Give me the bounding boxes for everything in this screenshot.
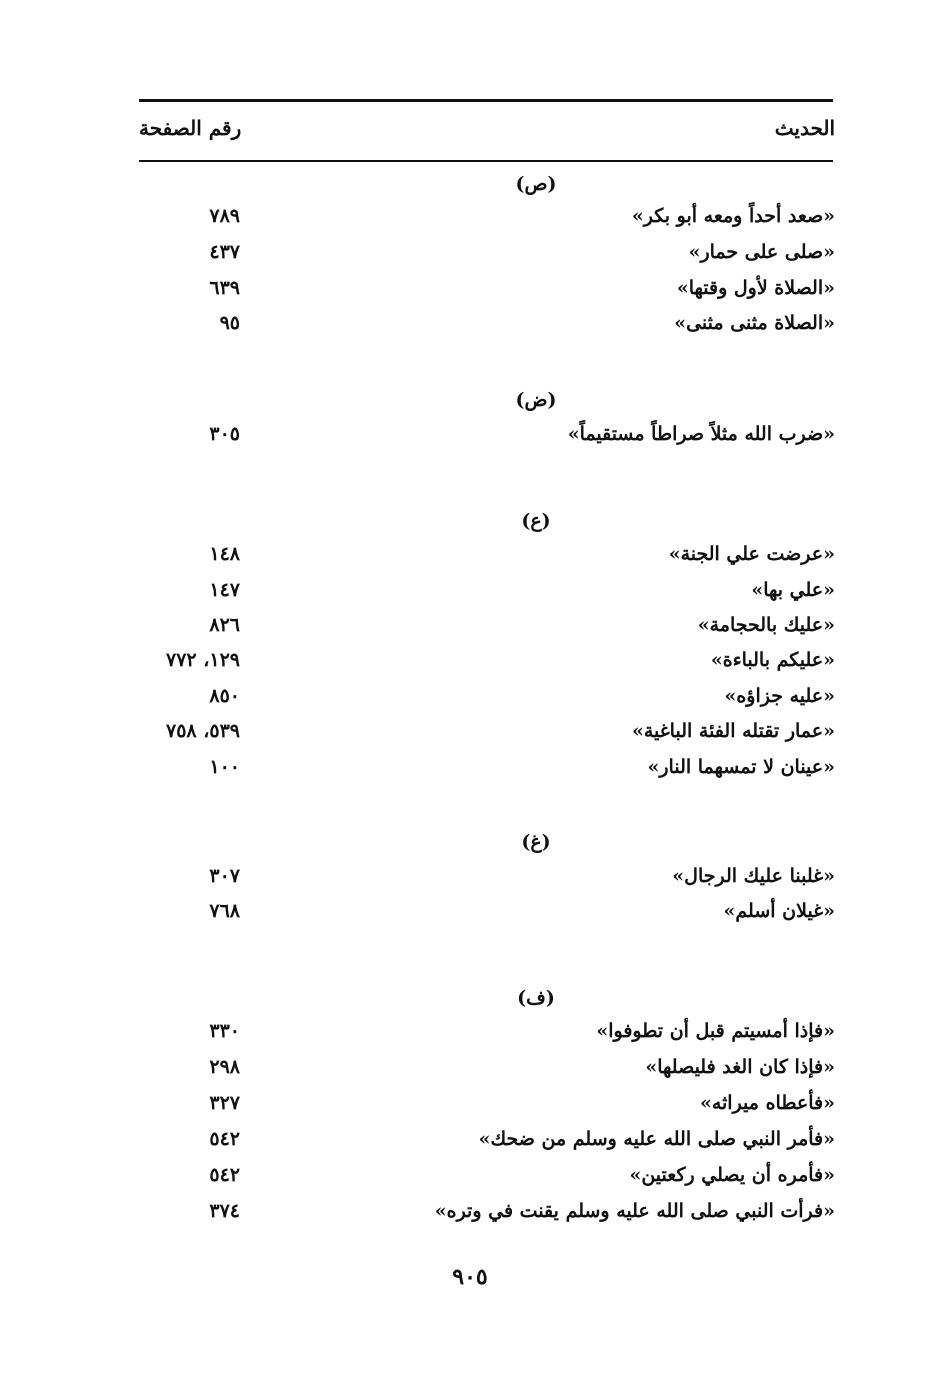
hadith-entry-text: «غيلان أسلم» [723,900,835,922]
hadith-entry-pages: ٥٤٢ [209,1164,240,1186]
hadith-entry-pages: ١٤٨ [209,543,240,565]
section-letter-sad: (ص) [515,173,557,195]
hadith-entry-text: «غلبنا عليك الرجال» [672,865,835,887]
hadith-entry-text: «صلى على حمار» [688,241,835,263]
hadith-entry-text: «صعد أحداً ومعه أبو بكر» [631,205,835,227]
hadith-entry-pages: ٧٨٩ [209,205,240,227]
header-rule [139,160,833,162]
section-letter-ghain: (غ) [521,831,551,853]
hadith-entry-text: «عليه جزاؤه» [724,685,835,707]
hadith-entry-text: «فأمره أن يصلي ركعتين» [629,1164,835,1186]
hadith-entry-pages: ٧٦٨ [209,900,240,922]
hadith-entry-text: «الصلاة لأول وقتها» [676,277,835,299]
page-number: ٩٠٥ [452,1264,488,1290]
hadith-entry-pages: ٣٧٤ [209,1200,240,1222]
section-letter-ain: (ع) [521,510,551,532]
hadith-entry-text: «فرأت النبي صلى الله عليه وسلم يقنت في وتره» [434,1200,835,1222]
hadith-entry-text: «عرضت علي الجنة» [668,543,835,565]
hadith-entry-pages: ٥٣٩، ٧٥٨ [166,720,240,742]
hadith-entry-text: «عليك بالحجامة» [697,614,835,636]
section-letter-dad: (ض) [515,389,557,411]
hadith-entry-text: «ضرب الله مثلاً صراطاً مستقيماً» [567,423,835,445]
hadith-entry-pages: ٢٩٨ [209,1056,240,1078]
hadith-entry-pages: ١٤٧ [209,579,240,601]
hadith-entry-pages: ٨٥٠ [209,685,240,707]
section-letter-fa: (ف) [517,987,555,1009]
hadith-entry-text: «عليكم بالباءة» [710,649,835,671]
hadith-entry-pages: ٤٣٧ [209,241,240,263]
hadith-entry-text: «فأمر النبي صلى الله عليه وسلم من ضحك» [478,1128,835,1150]
hadith-entry-pages: ٣٢٧ [209,1092,240,1114]
hadith-entry-pages: ٨٢٦ [209,614,240,636]
column-header-hadith: الحديث [774,116,835,140]
column-header-page-number: رقم الصفحة [139,116,242,140]
hadith-entry-text: «الصلاة مثنى مثنى» [674,312,835,334]
hadith-entry-text: «عمار تقتله الفئة الباغية» [631,720,835,742]
hadith-entry-text: «عينان لا تمسهما النار» [647,756,835,778]
hadith-entry-pages: ٦٣٩ [209,277,240,299]
hadith-entry-pages: ٣٠٥ [209,423,240,445]
hadith-entry-pages: ١٠٠ [209,756,240,778]
top-rule [139,99,833,102]
hadith-entry-text: «فإذا أمسيتم قبل أن تطوفوا» [596,1020,835,1042]
hadith-entry-pages: ٩٥ [219,312,240,334]
hadith-entry-pages: ١٢٩، ٧٧٢ [166,649,240,671]
hadith-entry-text: «علي بها» [751,579,835,601]
hadith-entry-text: «فإذا كان الغد فليصلها» [645,1056,835,1078]
hadith-entry-pages: ٣٣٠ [209,1020,240,1042]
hadith-entry-pages: ٣٠٧ [209,865,240,887]
hadith-entry-text: «فأعطاه ميراثه» [699,1092,835,1114]
hadith-entry-pages: ٥٤٢ [209,1128,240,1150]
